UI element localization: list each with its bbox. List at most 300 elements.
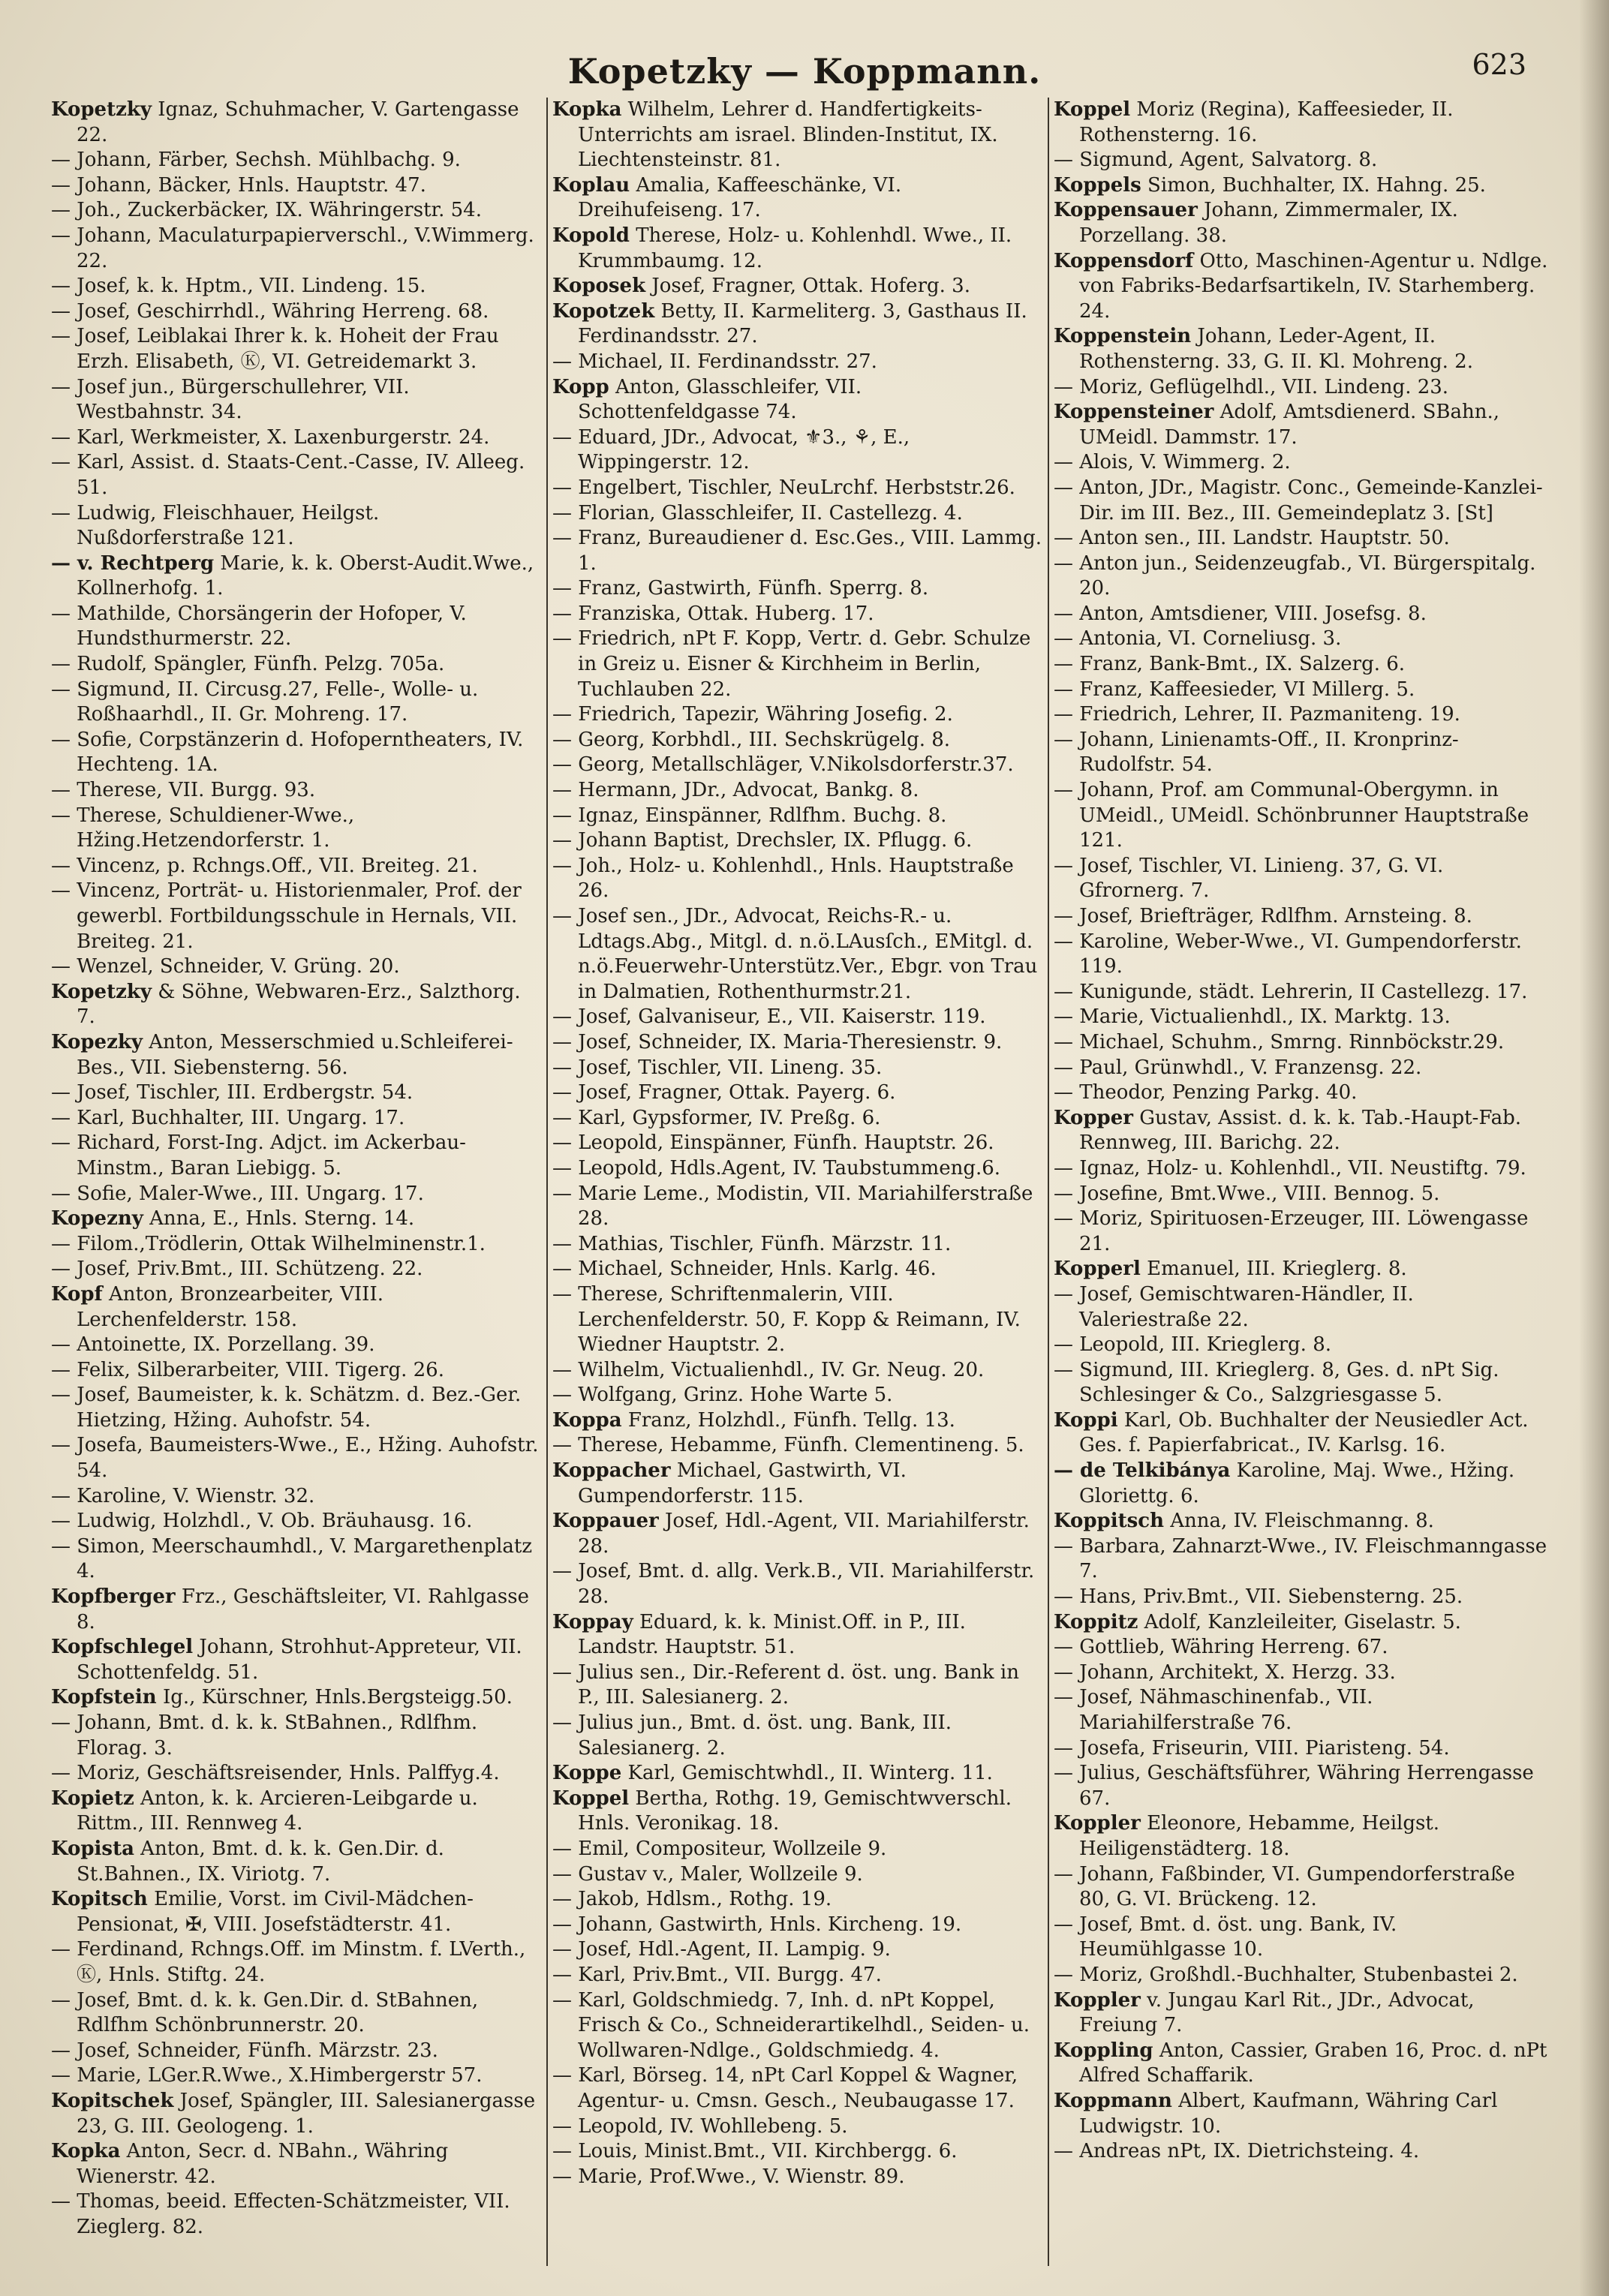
entry-text: Emilie, Vorst. im Civil-Mädchen-Pensionat, ✠, VIII. Josefstädterstr. 41. [77,1888,474,1936]
entry-text: — Johann, Bäcker, Hnls. Hauptstr. 47. [51,173,426,197]
directory-entry [1054,980,1549,1005]
directory-entry [1054,778,1549,854]
entry-headword: Koppels [1054,173,1141,197]
directory-entry [51,1232,540,1258]
directory-entry [51,678,540,728]
entry-text: Anton, Messerschmied u.Schleiferei-Bes., VII. Siebensterng. 56. [77,1030,513,1079]
entry-headword: Kopold [552,224,630,247]
directory-entry [552,2139,1042,2165]
entry-text: Anton, Bronzearbeiter, VIII. Lerchenfelderstr. 158. [77,1282,383,1331]
entry-text: Karl, Ob. Buchhalter der Neusiedler Act. Ges. f. Papierfabricat., IV. Karlsg. 16. [1079,1408,1529,1457]
directory-entry [1054,375,1549,401]
directory-entry [1054,1282,1549,1333]
directory-entry [51,1030,540,1080]
directory-entry [552,1030,1042,1056]
directory-entry [51,804,540,854]
entry-text: — Anton, Amtsdiener, VIII. Josefsg. 8. [1054,602,1427,625]
entry-text: — Gustav v., Maler, Wollzeile 9. [552,1862,863,1886]
directory-entry [51,2189,540,2240]
directory-entry [51,224,540,274]
entry-text: — Leopold, III. Krieglerg. 8. [1054,1333,1332,1357]
directory-entry [51,1131,540,1181]
directory-entry [1054,1610,1549,1636]
entry-text: — Filom.,Trödlerin, Ottak Wilhelminenstr.1. [51,1232,486,1255]
entry-headword: Kopperl [1054,1258,1141,1281]
entry-text: — Josef, Briefträger, Rdlfhm. Arnsteing. 8. [1054,905,1472,927]
entry-text: Therese, Holz- u. Kohlenhdl. Wwe., II. Krummbaumg. 12. [578,224,1012,272]
entry-headword: Koppa [552,1408,622,1432]
directory-entry [51,602,540,652]
directory-entry [1054,450,1549,476]
directory-entry [1054,1685,1549,1736]
entry-text: — Georg, Korbhdl., III. Sechskrügelg. 8. [552,728,951,751]
entry-text: — Josef, Tischler, III. Erdbergstr. 54. [51,1081,414,1104]
entry-text: — Sigmund, Agent, Salvatorg. 8. [1054,149,1378,172]
directory-entry [51,728,540,778]
entry-text: Eduard, k. k. Minist.Off. in P., III. Landstr. Hauptstr. 51. [578,1610,966,1659]
entry-text: — Karoline, V. Wienstr. 32. [51,1484,315,1507]
directory-entry [1054,602,1549,627]
directory-entry [51,854,540,879]
directory-entry [552,1131,1042,1156]
entry-text: — Johann Baptist, Drechsler, IX. Pflugg. 6. [552,829,973,852]
directory-entry [552,1383,1042,1408]
directory-entry [51,551,540,602]
entry-headword: Koppling [1054,2039,1153,2062]
directory-entry [552,576,1042,602]
directory-entry [51,1484,540,1510]
directory-entry [51,98,540,148]
entry-text: — Johann, Färber, Sechsh. Mühlbachg. 9. [51,149,461,172]
entry-text: Karl, Gemischtwhdl., II. Winterg. 11. [621,1762,993,1785]
entry-text: — Ludwig, Holzhdl., V. Ob. Bräuhausg. 16. [51,1510,473,1533]
entry-text: — Josefa, Baumeisters-Wwe., E., Hžing. Auhofstr. 54. [51,1434,539,1483]
entry-headword: Kopfberger [51,1585,176,1609]
entry-text: — Josef, Baumeister, k. k. Schätzm. d. Bez.-Ger. Hietzing, Hžing. Auhofstr. 54. [51,1384,522,1432]
directory-entry [552,1559,1042,1609]
entry-text: Anton, Cassier, Graben 16, Proc. d. nPt Alfred Schaffarik. [1079,2039,1547,2087]
directory-entry [51,1887,540,1937]
directory-entry [552,854,1042,904]
directory-entry [51,1988,540,2039]
entry-text: — Michael, Schuhm., Smrng. Rinnböckstr.29. [1054,1030,1505,1053]
directory-entry [552,1610,1042,1660]
page-edge-shadow [1579,0,1609,2296]
directory-entry [552,778,1042,804]
directory-entry [552,1988,1042,2064]
entry-text: — Julius, Geschäftsführer, Währing Herrengasse 67. [1054,1762,1534,1810]
entry-text: Anton, Bmt. d. k. k. Gen.Dir. d. St.Bahnen., IX. Viriotg. 7. [77,1837,444,1886]
directory-entry [552,1056,1042,1081]
entry-text: — Moriz, Geschäftsreisender, Hnls. Palffyg.4. [51,1762,500,1785]
entry-text: — Franziska, Ottak. Huberg. 17. [552,602,874,625]
entry-text: — Marie, Victualienhdl., IX. Marktg. 13. [1054,1005,1451,1029]
directory-entry [1054,1408,1549,1459]
entry-text: — Vincenz, p. Rchngs.Off., VII. Breiteg. 21. [51,854,478,877]
directory-entry [1054,2039,1549,2089]
entry-text: Johann, Leder-Agent, II. Rothensterng. 33, G. II. Kl. Mohreng. 2. [1079,325,1473,373]
directory-entry [51,1585,540,1635]
entry-headword: Koppel [1054,98,1131,121]
directory-entry [51,1685,540,1711]
entry-text: — Franz, Bank-Bmt., IX. Salzerg. 6. [1054,653,1406,676]
entry-text: — Hans, Priv.Bmt., VII. Siebensterng. 25. [1054,1585,1463,1609]
entry-headword: — v. Rechtperg [51,551,215,575]
directory-entry [1054,1106,1549,1156]
directory-entry [1054,1811,1549,1862]
directory-entry [552,1887,1042,1913]
entry-text: Eleonore, Hebamme, Heilgst. Heiligenstädterg. 18. [1079,1812,1440,1860]
entry-text: Karoline, Maj. Wwe., Hžing. Gloriettg. 6. [1079,1459,1515,1507]
directory-entry [51,778,540,804]
directory-entry [552,1408,1042,1434]
entry-text: — Wilhelm, Victualienhdl., IV. Gr. Neug. 20. [552,1358,985,1381]
directory-entry [552,1837,1042,1862]
entry-text: — Therese, Schriftenmalerin, VIII. Lerchenfelderstr. 50, F. Kopp & Reimann, IV. Wiedner Hauptstr. 2. [552,1282,1021,1357]
directory-entry [1054,1509,1549,1534]
directory-entry [1054,930,1549,980]
directory-entry [552,1761,1042,1787]
entry-text: — Eduard, JDr., Advocat, ⚜3., ⚘, E., Wippingerstr. 12. [552,425,910,474]
directory-entry [51,879,540,954]
directory-entry [51,1383,540,1433]
entry-text: Marie, k. k. Oberst-Audit.Wwe., Kollnerhofg. 1. [77,551,534,600]
directory-entry [51,1333,540,1358]
directory-entry [552,1106,1042,1131]
entry-text: — Josef, Hdl.-Agent, II. Lampig. 9. [552,1938,891,1961]
entry-text: — Mathias, Tischler, Fünfh. Märzstr. 11. [552,1232,952,1255]
running-head: Kopetzky — Koppmann. [567,51,1042,92]
directory-entry [552,2165,1042,2190]
entry-text: Josef, Fragner, Ottak. Hoferg. 3. [645,275,970,298]
entry-text: — Engelbert, Tischler, NeuLrchf. Herbststr.26. [552,476,1015,499]
directory-entry [1054,1862,1549,1913]
directory-entry [51,980,540,1030]
directory-entry [552,1080,1042,1106]
entry-text: — Joh., Holz- u. Kohlenhdl., Hnls. Hauptstraße 26. [552,854,1014,903]
directory-entry [552,98,1042,173]
directory-entry [51,2089,540,2139]
directory-entry [1054,198,1549,248]
entry-text: — Michael, II. Ferdinandsstr. 27. [552,350,877,373]
directory-entry [51,1787,540,1837]
entry-text: — Karl, Werkmeister, X. Laxenburgerstr. 24. [51,425,490,449]
entry-text: — Simon, Meerschaumhdl., V. Margarethenplatz 4. [51,1534,533,1583]
entry-text: — Josef, Geschirrhdl., Währing Herreng. 68. [51,299,489,323]
directory-entry [1054,1963,1549,1988]
directory-entry [552,375,1042,425]
directory-entry [552,828,1042,854]
entry-text: Franz, Holzhdl., Fünfh. Tellg. 13. [621,1408,955,1432]
directory-entry [51,198,540,224]
directory-entry [552,1711,1042,1761]
directory-entry [51,1207,540,1232]
entry-headword: Kopista [51,1837,134,1860]
entry-text: Emanuel, III. Krieglerg. 8. [1140,1258,1407,1281]
directory-entry [51,450,540,500]
directory-entry [1054,904,1549,930]
entry-text: — Johann, Bmt. d. k. k. StBahnen., Rdlfhm. Florag. 3. [51,1711,478,1760]
entry-text: — Johann, Gastwirth, Hnls. Kircheng. 19. [552,1913,962,1936]
entry-text: — Andreas nPt, IX. Dietrichsteing. 4. [1054,2140,1420,2163]
directory-entry [552,602,1042,627]
directory-entry [51,375,540,425]
entry-text: Amalia, Kaffeeschänke, VI. Dreihufeiseng. 17. [578,173,902,222]
entry-text: Adolf, Kanzleileiter, Giselastr. 5. [1138,1610,1461,1633]
directory-entry [1054,1358,1549,1408]
directory-entry [1054,728,1549,778]
entry-text: — Johann, Faßbinder, VI. Gumpendorferstraße 80, G. VI. Brückeng. 12. [1054,1862,1515,1911]
directory-entry [1054,1005,1549,1030]
directory-entry [552,1913,1042,1938]
entry-headword: Koppacher [552,1459,671,1483]
directory-entry [1054,551,1549,602]
entry-text: — Josef, Fragner, Ottak. Payerg. 6. [552,1081,896,1104]
entry-text: — Friedrich, Tapezir, Währing Josefig. 2. [552,703,953,726]
entry-headword: Kopezny [51,1207,143,1231]
directory-entry [552,1433,1042,1459]
directory-entry [1054,1257,1549,1282]
directory-entry [1054,1459,1549,1509]
directory-entry [552,2114,1042,2140]
directory-entry [1054,1913,1549,1963]
directory-entry [1054,1660,1549,1686]
directory-entry [51,1106,540,1131]
directory-entry [552,728,1042,753]
directory-entry [552,501,1042,527]
entry-text: — Therese, VII. Burgg. 93. [51,779,316,802]
entry-text: — Franz, Kaffeesieder, VI Millerg. 5. [1054,678,1415,701]
entry-text: — Karl, Priv.Bmt., VII. Burgg. 47. [552,1963,882,1986]
entry-text: — Alois, V. Wimmerg. 2. [1054,451,1291,474]
entry-headword: Kopfschlegel [51,1636,194,1659]
entry-headword: Koppel [552,1787,630,1810]
directory-columns [51,98,1552,2273]
entry-headword: Koppitsch [1054,1510,1164,1533]
entry-text: — Anton jun., Seidenzeugfab., VI. Bürgerspitalg. 20. [1054,551,1536,600]
entry-text: Moriz (Regina), Kaffeesieder, II. Rothensterng. 16. [1079,98,1454,146]
directory-entry [1054,652,1549,678]
directory-entry [51,954,540,980]
entry-text: — Josef, Nähmaschinenfab., VII. Mariahilferstraße 76. [1054,1686,1373,1734]
entry-text: Johann, Strohhut-Appreteur, VII. Schottenfeldg. 51. [77,1636,522,1684]
entry-text: — Karoline, Weber-Wwe., VI. Gumpendorferstr. 119. [1054,930,1522,978]
entry-headword: Kopf [51,1282,103,1306]
entry-text: — Therese, Hebamme, Fünfh. Clementineng. 5. [552,1434,1024,1457]
entry-text: — Josef jun., Bürgerschullehrer, VII. Westbahnstr. 34. [51,375,410,424]
entry-text: Johann, Zimmermaler, IX. Porzellang. 38. [1079,199,1458,247]
directory-entry [552,2063,1042,2114]
entry-headword: Koplau [552,173,630,197]
entry-text: v. Jungau Karl Rit., JDr., Advocat, Freiung 7. [1079,1988,1475,2037]
entry-headword: Koppauer [552,1510,659,1533]
directory-entry [1054,1761,1549,1811]
directory-entry [552,1257,1042,1282]
directory-entry [1054,148,1549,173]
directory-entry [1054,1988,1549,2039]
entry-text: — Gottlieb, Währing Herreng. 67. [1054,1636,1388,1659]
directory-entry [1054,1156,1549,1182]
directory-entry [51,148,540,173]
entry-text: Otto, Maschinen-Agentur u. Ndlge. von Fabriks-Bedarfsartikeln, IV. Starhemberg. 24. [1079,249,1548,323]
directory-entry [51,274,540,299]
directory-entry [552,173,1042,224]
directory-entry [51,173,540,199]
entry-text: — Josef, Tischler, VII. Lineng. 35. [552,1056,883,1079]
directory-entry [1054,400,1549,450]
entry-text: — Josef, Bmt. d. öst. ung. Bank, IV. Heumühlgasse 10. [1054,1913,1397,1961]
directory-entry [1054,854,1549,904]
entry-text: — Josef, Gemischtwaren-Händler, II. Valeriestraße 22. [1054,1282,1414,1331]
entry-text: — Josef, Schneider, IX. Maria-Theresienstr. 9. [552,1030,1003,1053]
directory-entry [552,627,1042,702]
entry-text: — Friedrich, Lehrer, II. Pazmaniteng. 19. [1054,703,1460,726]
directory-entry [1054,1030,1549,1056]
entry-text: — Karl, Assist. d. Staats-Cent.-Casse, IV. Alleeg. 51. [51,451,525,499]
entry-headword: Koppler [1054,1812,1141,1835]
entry-text: — Thomas, beeid. Effecten-Schätzmeister, VII. Zieglerg. 82. [51,2190,510,2238]
directory-entry [51,1534,540,1585]
directory-entry [51,425,540,451]
entry-text: Anton, Secr. d. NBahn., Währing Wienerstr. 42. [77,2140,449,2188]
entry-text: Betty, II. Karmeliterg. 3, Gasthaus II. Ferdinandsstr. 27. [578,299,1027,348]
entry-headword: Koposek [552,275,646,298]
directory-entry [51,1635,540,1685]
entry-text: Simon, Buchhalter, IX. Hahng. 25. [1141,173,1486,197]
directory-entry [1054,627,1549,652]
column-divider [1048,98,1049,2266]
directory-entry [51,2039,540,2064]
entry-headword: — de Telkibánya [1054,1459,1231,1483]
entry-text: — Marie Leme., Modistin, VII. Mariahilferstraße 28. [552,1182,1033,1231]
directory-entry [1054,2139,1549,2165]
directory-entry [51,1282,540,1333]
directory-entry [552,753,1042,778]
entry-text: — Johann, Maculaturpapierverschl., V.Wimmerg. 22. [51,224,534,272]
entry-headword: Koppensdorf [1054,249,1194,272]
entry-text: Gustav, Assist. d. k. k. Tab.-Haupt-Fab. Rennweg, III. Barichg. 22. [1079,1106,1522,1155]
entry-headword: Koppi [1054,1408,1118,1432]
entry-text: — Ignaz, Holz- u. Kohlenhdl., VII. Neustiftg. 79. [1054,1156,1526,1180]
entry-text: — Karl, Gypsformer, IV. Preßg. 6. [552,1106,881,1129]
directory-entry [552,299,1042,350]
entry-text: — Jakob, Hdlsm., Rothg. 19. [552,1888,832,1911]
directory-entry [1054,1333,1549,1358]
entry-text: Frz., Geschäftsleiter, VI. Rahlgasse 8. [77,1585,530,1633]
entry-text: — Richard, Forst-Ing. Adjct. im Ackerbau-Minstm., Baran Liebigg. 5. [51,1131,466,1180]
entry-headword: Kopezky [51,1030,143,1053]
entry-text: — Antoinette, IX. Porzellang. 39. [51,1333,375,1357]
entry-text: — Mathilde, Chorsängerin der Hofoper, V. Hundsthurmerstr. 22. [51,602,467,651]
directory-entry [51,501,540,551]
column-2 [552,98,1042,2266]
directory-entry [552,274,1042,299]
column-3 [1054,98,1549,2266]
entry-text: — Josef sen., JDr., Advocat, Reichs-R.- u. Ldtags.Abg., Mitgl. d. n.ö.LAusſch., EMitgl. d. n.ö.Feuerwehr-Unterstütz.Ver., Ebgr. von Trau in Dalmatien, Rothenthurmstr.21. [552,905,1038,1003]
directory-entry [51,1837,540,1887]
directory-entry [51,1761,540,1787]
entry-headword: Kopka [51,2140,121,2163]
directory-entry [51,1358,540,1384]
directory-entry [1054,1635,1549,1660]
entry-text: — Sofie, Maler-Wwe., III. Ungarg. 17. [51,1182,424,1205]
entry-text: Michael, Gastwirth, VI. Gumpendorferstr. 115. [578,1459,907,1507]
entry-headword: Koppenstein [1054,325,1192,348]
directory-entry [51,299,540,325]
directory-entry [552,904,1042,1005]
directory-entry [1054,526,1549,551]
entry-text: & Söhne, Webwaren-Erz., Salzthorg. 7. [77,980,521,1029]
directory-entry [1054,2089,1549,2139]
entry-text: — Joh., Zuckerbäcker, IX. Währingerstr. 54. [51,199,482,222]
directory-entry [552,224,1042,274]
directory-entry [552,1156,1042,1182]
entry-text: Ig., Kürschner, Hnls.Bergsteigg.50. [156,1686,513,1709]
entry-text: — Marie, Prof.Wwe., V. Wienstr. 89. [552,2165,905,2188]
entry-text: — Vincenz, Porträt- u. Historienmaler, Prof. der gewerbl. Fortbildungsschule in Hernals, VII. Breiteg. 21. [51,879,522,953]
entry-text: — Louis, Minist.Bmt., VII. Kirchbergg. 6. [552,2140,958,2163]
entry-text: — Julius sen., Dir.-Referent d. öst. ung. Bank in P., III. Salesianerg. 2. [552,1660,1019,1709]
entry-text: — Anton sen., III. Landstr. Hauptstr. 50. [1054,527,1450,550]
entry-text: — Julius jun., Bmt. d. öst. ung. Bank, III. Salesianerg. 2. [552,1711,952,1760]
entry-text: — Leopold, Einspänner, Fünfh. Hauptstr. 26. [552,1131,994,1155]
entry-text: — Marie, LGer.R.Wwe., X.Himbergerstr 57. [51,2064,483,2087]
entry-headword: Kopka [552,98,622,121]
directory-entry [1054,476,1549,526]
directory-entry [1054,324,1549,374]
entry-text: — Georg, Metallschläger, V.Nikolsdorferstr.37. [552,753,1014,777]
entry-text: — Rudolf, Spängler, Fünfh. Pelzg. 705a. [51,653,445,676]
directory-entry [552,526,1042,576]
directory-entry [552,1937,1042,1963]
entry-headword: Kopfstein [51,1686,157,1709]
entry-text: — Kunigunde, städt. Lehrerin, II Castellezg. 17. [1054,980,1528,1003]
entry-text: — Ferdinand, Rchngs.Off. im Minstm. f. LVerth., Ⓚ, Hnls. Stiftg. 24. [51,1938,526,1986]
directory-entry [552,1787,1042,1837]
directory-entry [1054,1534,1549,1585]
directory-entry [552,1963,1042,1988]
entry-text: — Josef, k. k. Hptm., VII. Lindeng. 15. [51,275,426,298]
directory-entry [1054,1736,1549,1762]
directory-entry [1054,678,1549,703]
entry-headword: Koppe [552,1762,622,1785]
entry-text: — Karl, Goldschmiedg. 7, Inh. d. nPt Koppel, Frisch & Co., Schneiderartikelhdl., Seiden- u. Wollwaren-Ndlge., Goldschmiedg. 4. [552,1988,1030,2062]
entry-headword: Kopitschek [51,2089,174,2112]
directory-entry [51,324,540,374]
entry-text: — Josef, Bmt. d. k. k. Gen.Dir. d. StBahnen, Rdlfhm Schönbrunnerstr. 20. [51,1988,479,2037]
entry-text: — Johann, Architekt, X. Herzg. 33. [1054,1660,1396,1684]
directory-entry [552,476,1042,501]
entry-text: Anton, Glasschleifer, VII. Schottenfeldgasse 74. [578,375,862,424]
entry-headword: Koppensteiner [1054,401,1214,424]
entry-text: — Theodor, Penzing Parkg. 40. [1054,1081,1358,1104]
directory-entry [552,1459,1042,1509]
directory-entry [51,1257,540,1282]
entry-text: — Johann, Prof. am Communal-Obergymn. in UMeidl., UMeidl. Schönbrunner Hauptstraße 121. [1054,779,1529,852]
entry-text: Anna, E., Hnls. Sterng. 14. [143,1207,415,1231]
entry-text: Ignaz, Schuhmacher, V. Gartengasse 22. [77,98,519,146]
entry-text: Anton, k. k. Arcieren-Leibgarde u. Rittm., III. Rennweg 4. [77,1787,478,1835]
entry-text: Josef, Hdl.-Agent, VII. Mariahilferstr. 28. [578,1510,1030,1558]
entry-text: Adolf, Amtsdienerd. SBahn., UMeidl. Dammstr. 17. [1079,401,1500,449]
entry-headword: Kopper [1054,1106,1133,1129]
entry-text: — Therese, Schuldiener-Wwe., Hžing.Hetzendorferstr. 1. [51,804,355,852]
entry-text: — Karl, Börseg. 14, nPt Carl Koppel & Wagner, Agentur- u. Cmsn. Gesch., Neubaugasse 17. [552,2064,1018,2112]
entry-text: — Josef, Leiblakai Ihrer k. k. Hoheit der Frau Erzh. Elisabeth, Ⓚ, VI. Getreidemarkt 3. [51,325,499,373]
entry-text: — Josef, Priv.Bmt., III. Schützeng. 22. [51,1258,423,1281]
directory-entry [51,1937,540,1988]
entry-text: — Franz, Gastwirth, Fünfh. Sperrg. 8. [552,577,929,600]
